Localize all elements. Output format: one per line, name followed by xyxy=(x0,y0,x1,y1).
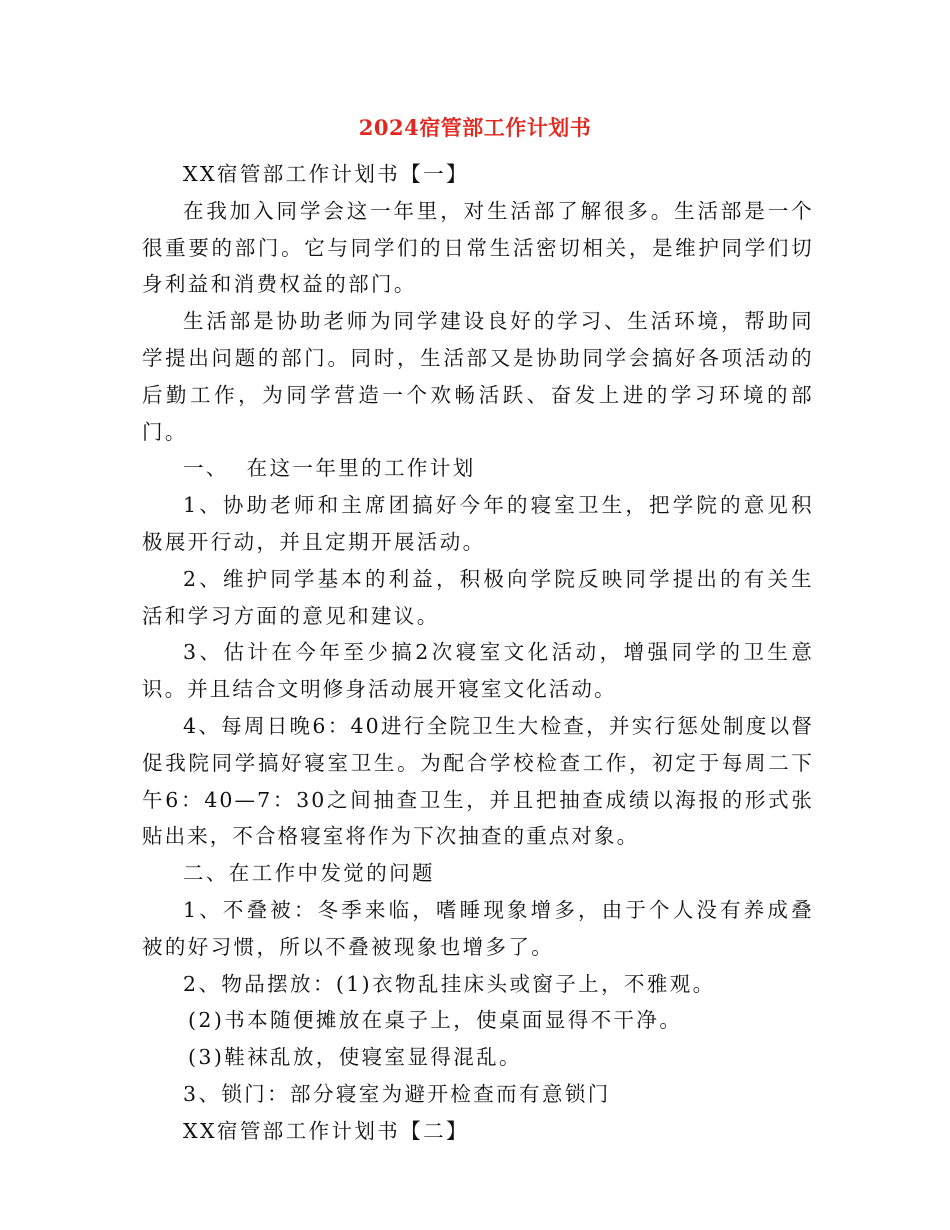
section-heading-work-plan: 一、 在这一年里的工作计划 xyxy=(183,456,476,481)
section-heading-plan-two: XX宿管部工作计划书【二】 xyxy=(183,1118,469,1143)
list-item: 1、不叠被：冬季来临，嗜睡现象增多，由于个人没有养成叠被的好习惯，所以不叠被现象也增多了。 xyxy=(142,897,814,959)
list-item: 1、协助老师和主席团搞好今年的寝室卫生，把学院的意见积极展开行动，并且定期开展活动。 xyxy=(142,493,814,554)
section-heading-plan-one: XX宿管部工作计划书【一】 xyxy=(183,162,469,186)
list-item: 2、维护同学基本的利益，积极向学院反映同学提出的有关生活和学习方面的意见和建议。 xyxy=(142,566,814,628)
list-item: 2、物品摆放：(1)衣物乱挂床头或窗子上，不雅观。 xyxy=(183,971,716,996)
list-item: 3、锁门：部分寝室为避开检查而有意锁门 xyxy=(183,1081,611,1106)
document-title: 2024宿管部工作计划书 xyxy=(358,115,592,140)
body-paragraph: 在我加入同学会这一年里，对生活部了解很多。生活部是一个很重要的部门。它与同学们的日常生活密切相关，是维护同学们切身利益和消费权益的部门。 xyxy=(142,198,814,297)
list-item: 3、估计在今年至少搞2次寝室文化活动，增强同学的卫生意识。并且结合文明修身活动展开寝室文化活动。 xyxy=(142,640,814,702)
document-body xyxy=(142,156,814,1150)
sub-list-item: (3)鞋袜乱放，使寝室显得混乱。 xyxy=(188,1045,522,1070)
sub-list-item: (2)书本随便摊放在桌子上，使桌面显得不干净。 xyxy=(188,1008,683,1033)
list-item: 4、每周日晚6：40进行全院卫生大检查，并实行惩处制度以督促我院同学搞好寝室卫生。为配合学校检查工作，初定于每周二下午6：40—7：30之间抽查卫生，并且把抽查成绩以海报的形式张贴出来，不合格寝室将作为下次抽查的重点对象。 xyxy=(142,713,814,849)
body-paragraph: 生活部是协助老师为同学建设良好的学习、生活环境，帮助同学提出问题的部门。同时，生活部又是协助同学会搞好各项活动的后勤工作，为同学营造一个欢畅活跃、奋发上进的学习环境的部门。 xyxy=(142,309,814,444)
section-heading-problems: 二、在工作中发觉的问题 xyxy=(183,861,435,886)
